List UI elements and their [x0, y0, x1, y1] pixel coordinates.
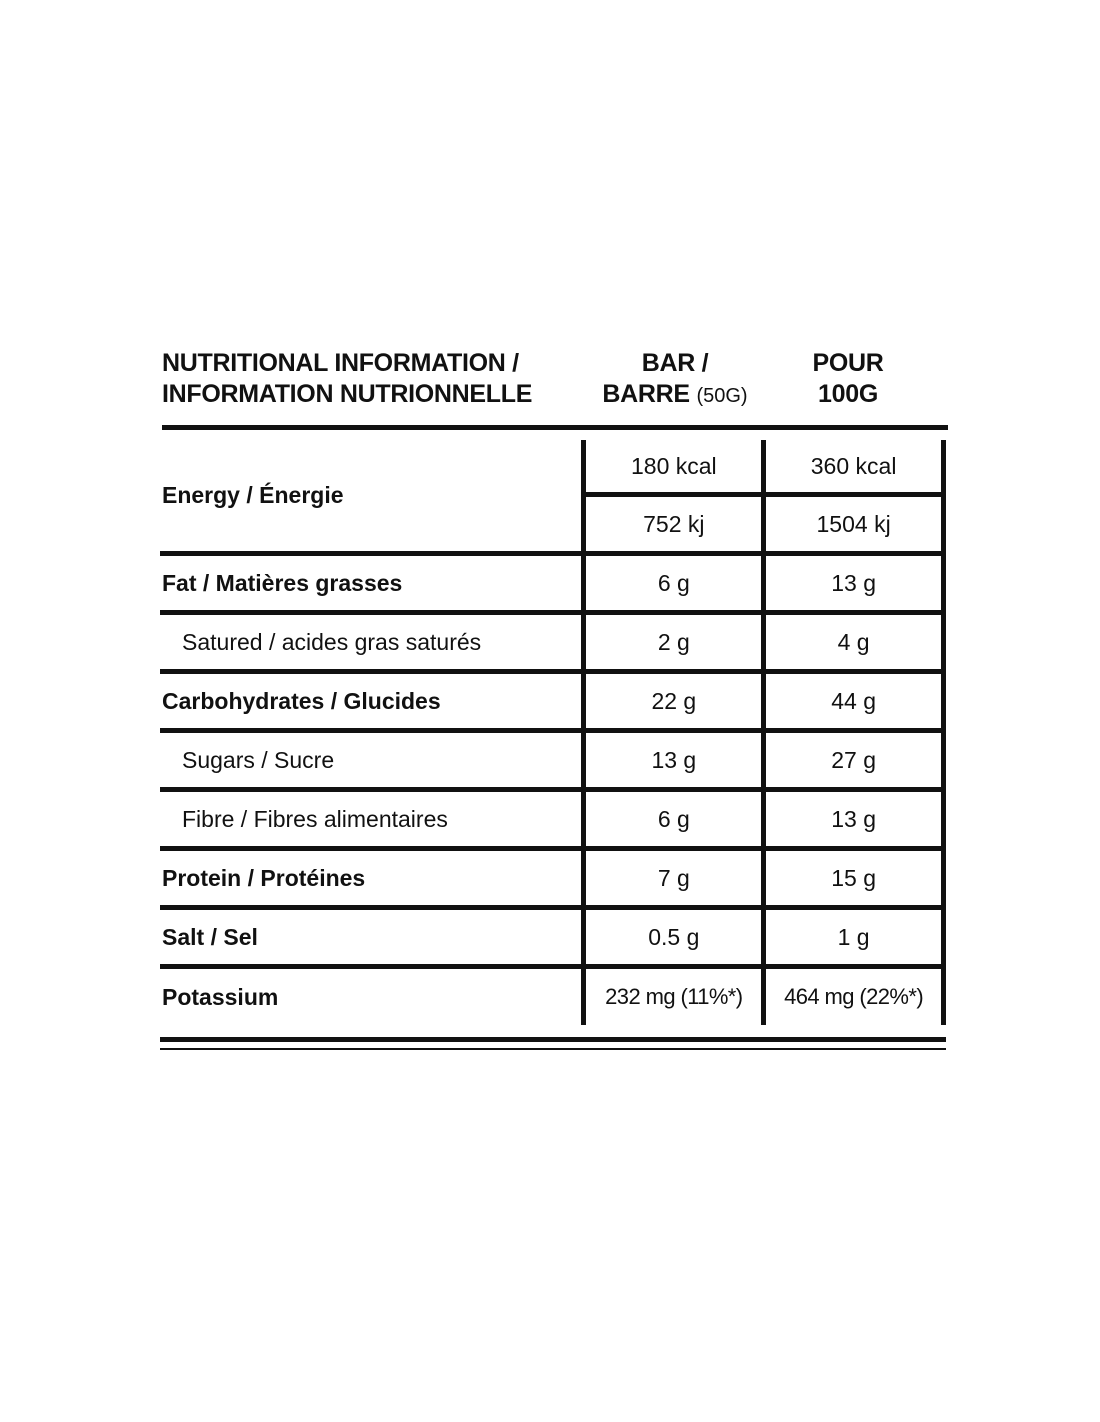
table-row: [160, 613, 944, 672]
row-label-potassium: Potassium: [160, 967, 584, 1026]
row-label-carbohydrates: Carbohydrates / Glucides: [160, 672, 584, 731]
table-row: [160, 849, 944, 908]
row-value-bar: 6 g: [584, 790, 764, 849]
row-value-bar: 2 g: [584, 613, 764, 672]
row-label-saturated: Satured / acides gras saturés: [160, 613, 584, 672]
bar-header-line-1: BAR /: [641, 349, 709, 377]
footer-rule-thick: [160, 1037, 946, 1042]
row-value-100g: 27 g: [764, 731, 944, 790]
row-value-bar: 13 g: [584, 731, 764, 790]
energy-row-kcal: [160, 440, 944, 495]
table-row: [160, 967, 944, 1026]
per100-header-line-2: 100G: [818, 380, 878, 408]
row-value-bar: 6 g: [584, 554, 764, 613]
table-row: [160, 672, 944, 731]
row-value-100g: 4 g: [764, 613, 944, 672]
bar-header-unit: (50G): [696, 385, 748, 407]
energy-kj-100g: 1504 kj: [764, 495, 944, 554]
nutrition-table: [160, 440, 946, 1025]
column-header-per-100g: [778, 348, 918, 410]
row-value-bar: 232 mg (11%*): [584, 967, 764, 1026]
row-value-100g: 44 g: [764, 672, 944, 731]
row-label-energy: Energy / Énergie: [160, 440, 584, 554]
row-label-salt: Salt / Sel: [160, 908, 584, 967]
row-label-fat: Fat / Matières grasses: [160, 554, 584, 613]
title-line-1: NUTRITIONAL INFORMATION /: [162, 349, 519, 377]
row-label-sugars: Sugars / Sucre: [160, 731, 584, 790]
energy-kj-bar: 752 kj: [584, 495, 764, 554]
header-divider: [162, 425, 948, 430]
table-row: [160, 731, 944, 790]
row-value-bar: 0.5 g: [584, 908, 764, 967]
energy-kcal-bar: 180 kcal: [584, 440, 764, 495]
table-row: [160, 790, 944, 849]
row-value-100g: 13 g: [764, 790, 944, 849]
bar-header-label: BARRE: [602, 380, 690, 408]
per100-header-line-1: POUR: [812, 349, 884, 377]
row-value-bar: 7 g: [584, 849, 764, 908]
row-value-100g: 464 mg (22%*): [764, 967, 944, 1026]
title-line-2: INFORMATION NUTRIONNELLE: [162, 380, 533, 408]
table-title: [162, 348, 572, 410]
footer-rule-thin: [160, 1048, 946, 1050]
column-header-bar: [600, 348, 750, 412]
row-label-fibre: Fibre / Fibres alimentaires: [160, 790, 584, 849]
row-value-100g: 15 g: [764, 849, 944, 908]
energy-kcal-100g: 360 kcal: [764, 440, 944, 495]
row-value-100g: 1 g: [764, 908, 944, 967]
row-value-100g: 13 g: [764, 554, 944, 613]
row-value-bar: 22 g: [584, 672, 764, 731]
table-row: [160, 554, 944, 613]
row-label-protein: Protein / Protéines: [160, 849, 584, 908]
table-row: [160, 908, 944, 967]
bar-header-line-2: [600, 379, 750, 412]
